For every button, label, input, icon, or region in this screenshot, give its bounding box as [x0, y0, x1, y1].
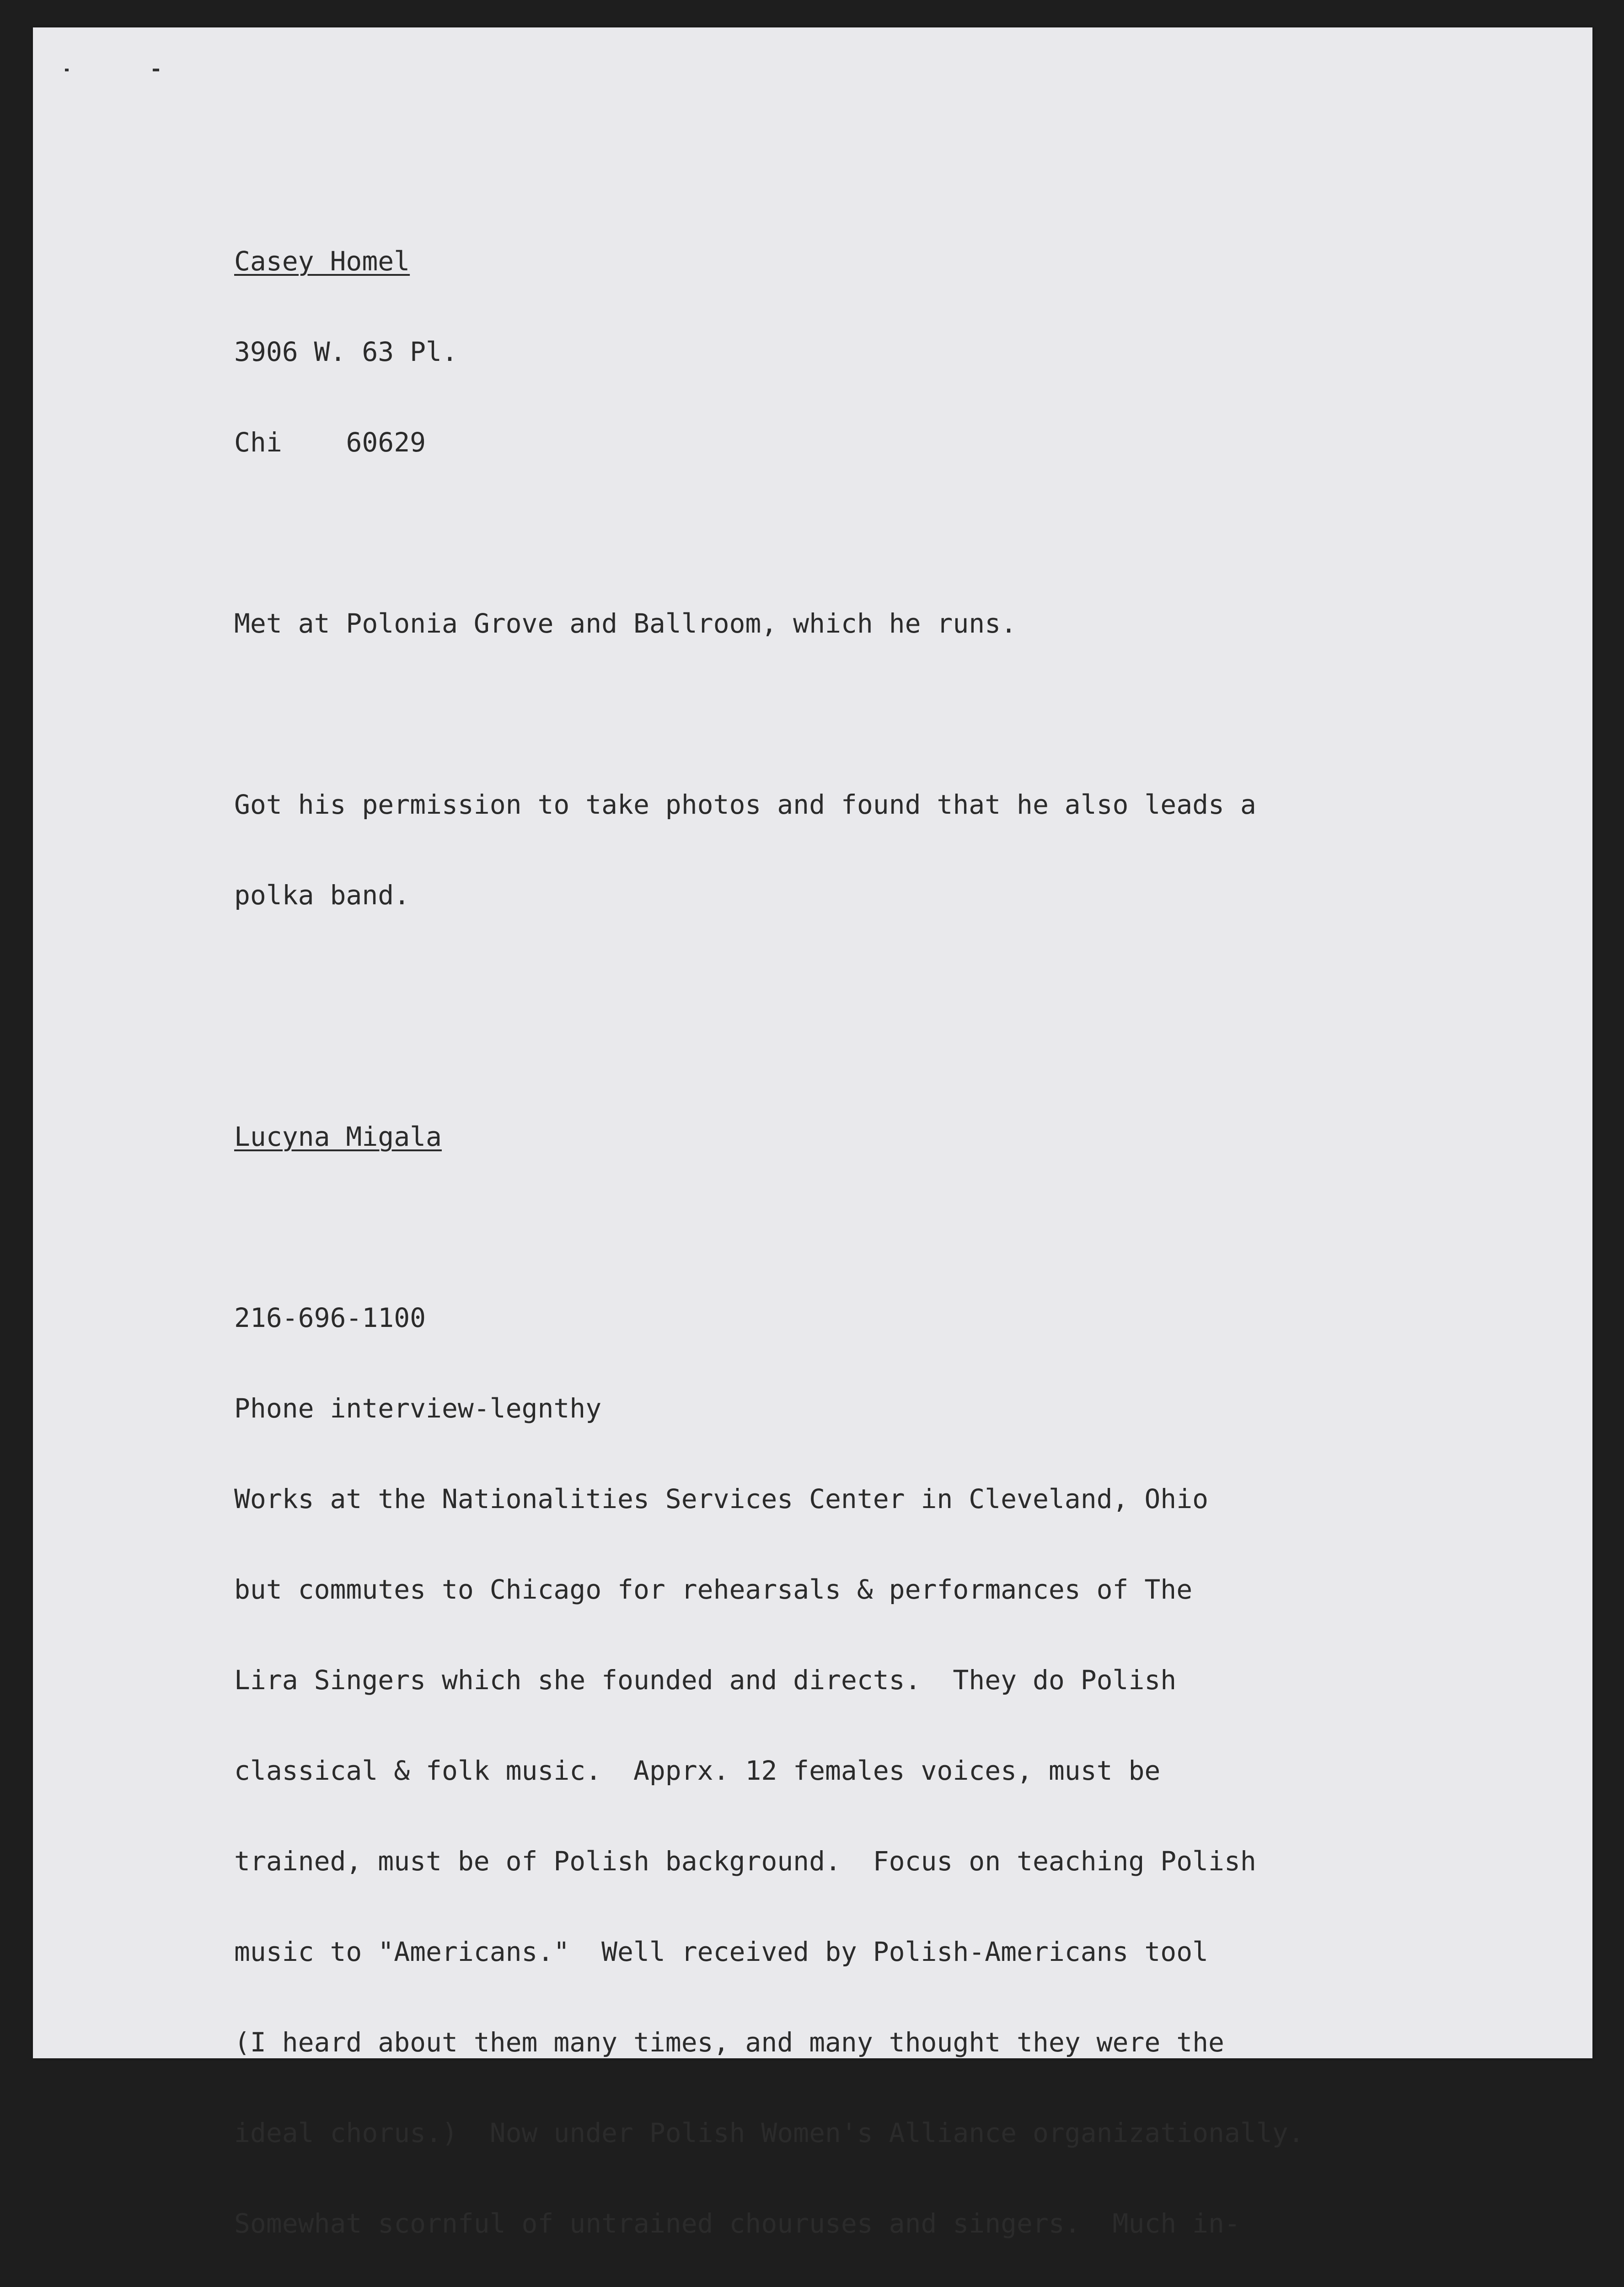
contact-city-line: Chi 60629	[234, 427, 426, 458]
corner-mark	[65, 69, 69, 71]
contact-name: Casey Homel	[234, 246, 410, 277]
document-page	[33, 27, 1592, 2239]
note-line: polka band.	[234, 880, 410, 911]
contact-name: Lucyna Migala	[234, 1121, 442, 1152]
note-line: but commutes to Chicago for rehearsals & performances of The	[234, 1574, 1193, 1605]
corner-mark	[153, 69, 159, 71]
note-line: trained, must be of Polish background. Focus on teaching Polish	[234, 1846, 1256, 1877]
note-line: music to "Americans." Well received by Polish-Americans tool	[234, 1936, 1209, 1967]
note-line: Got his permission to take photos and found that he also leads a	[234, 789, 1256, 820]
interview-type: Phone interview-legnthy	[234, 1393, 602, 1424]
note-line: Works at the Nationalities Services Center in Cleveland, Ohio	[234, 1483, 1209, 1514]
typed-notes	[234, 156, 1560, 2287]
note-line: (I heard about them many times, and many thought they were the	[234, 2027, 1224, 2058]
note-line: classical & folk music. Apprx. 12 females voices, must be	[234, 1755, 1161, 1786]
note-line: ideal chorus.) Now under Polish Women's Alliance organizationally.	[234, 2117, 1304, 2148]
note-line: Lira Singers which she founded and directs. They do Polish	[234, 1664, 1177, 1696]
note-line: Met at Polonia Grove and Ballroom, which he runs.	[234, 608, 1017, 639]
contact-phone: 216-696-1100	[234, 1302, 426, 1333]
note-line: Somewhat scornful of untrained chouruses and singers. Much in-	[234, 2208, 1240, 2239]
contact-address: 3906 W. 63 Pl.	[234, 336, 458, 367]
